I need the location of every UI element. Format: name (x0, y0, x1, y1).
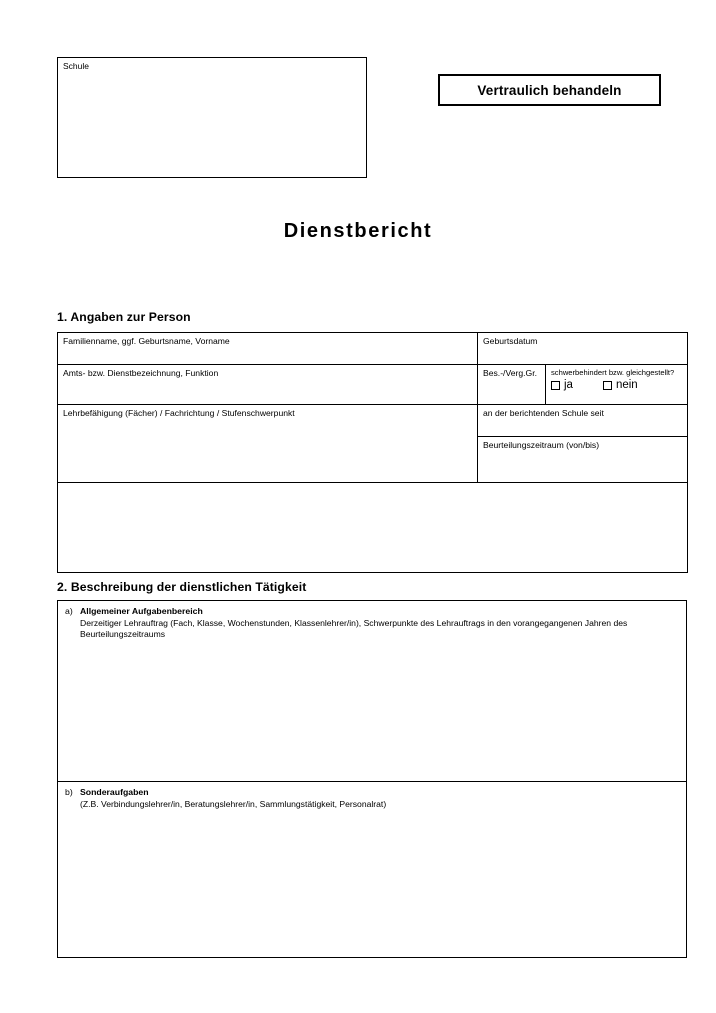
field-person-notes-area[interactable] (58, 483, 688, 573)
field-teaching-qualification-label: Lehrbefähigung (Fächer) / Fachrichtung / Stufenschwerpunkt (63, 408, 295, 418)
duties-part-b[interactable] (58, 782, 686, 955)
field-family-name-label: Familienname, ggf. Geburtsname, Vorname (63, 336, 230, 346)
duties-part-b-marker: b) (65, 787, 73, 797)
duties-part-a-description: Derzeitiger Lehrauftrag (Fach, Klasse, Wochenstunden, Klassenlehrer/in), Schwerpunkte des Lehrauftrags in den vorangegangenen Jahren des Beurteilungszeitraums (80, 617, 628, 639)
field-at-school-since-label: an der berichtenden Schule seit (483, 408, 604, 418)
field-birth-date[interactable] (478, 333, 688, 365)
personal-details-table (57, 332, 688, 573)
table-row (58, 405, 688, 437)
duties-part-b-description: (Z.B. Verbindungslehrer/in, Beratungslehrer/in, Sammlungstätigkeit, Personalrat) (80, 798, 387, 809)
duties-part-a-title: Allgemeiner Aufgabenbereich (80, 606, 203, 616)
field-disability-status (546, 365, 688, 405)
field-pay-grade-label: Bes.-/Verg.Gr. (483, 368, 537, 378)
table-row (58, 365, 688, 405)
field-teaching-qualification[interactable] (58, 405, 478, 483)
school-field-box[interactable] (57, 57, 367, 178)
table-row (58, 483, 688, 573)
duties-part-b-title: Sonderaufgaben (80, 787, 149, 797)
duties-part-a-marker: a) (65, 606, 73, 616)
field-pay-grade[interactable] (478, 365, 546, 405)
page-title: Dienstbericht (283, 220, 433, 242)
disability-options (551, 379, 682, 392)
duties-part-a-header (65, 606, 679, 618)
field-official-title[interactable] (58, 365, 478, 405)
checkbox-disability-yes-label: ja (564, 379, 573, 391)
confidential-notice-text: Vertraulich behandeln (477, 82, 622, 98)
field-official-title-label: Amts- bzw. Dienstbezeichnung, Funktion (63, 368, 219, 378)
duties-part-a[interactable] (58, 601, 686, 782)
checkbox-disability-yes[interactable] (551, 381, 560, 390)
duties-description-box (57, 600, 687, 958)
confidential-notice-box (438, 74, 661, 106)
table-row (58, 333, 688, 365)
disability-question-label: schwerbehindert bzw. gleichgestellt? (551, 368, 675, 377)
field-assessment-period[interactable] (478, 437, 688, 483)
checkbox-disability-no[interactable] (603, 381, 612, 390)
field-at-school-since[interactable] (478, 405, 688, 437)
section-2-heading: 2. Beschreibung der dienstlichen Tätigkeit (57, 580, 307, 594)
duties-part-b-header (65, 787, 679, 799)
checkbox-disability-no-label: nein (615, 379, 638, 391)
field-family-name[interactable] (58, 333, 478, 365)
section-1-heading: 1. Angaben zur Person (57, 310, 191, 324)
field-birth-date-label: Geburtsdatum (483, 336, 538, 346)
school-field-label: Schule (63, 61, 89, 71)
field-assessment-period-label: Beurteilungszeitraum (von/bis) (483, 440, 600, 451)
